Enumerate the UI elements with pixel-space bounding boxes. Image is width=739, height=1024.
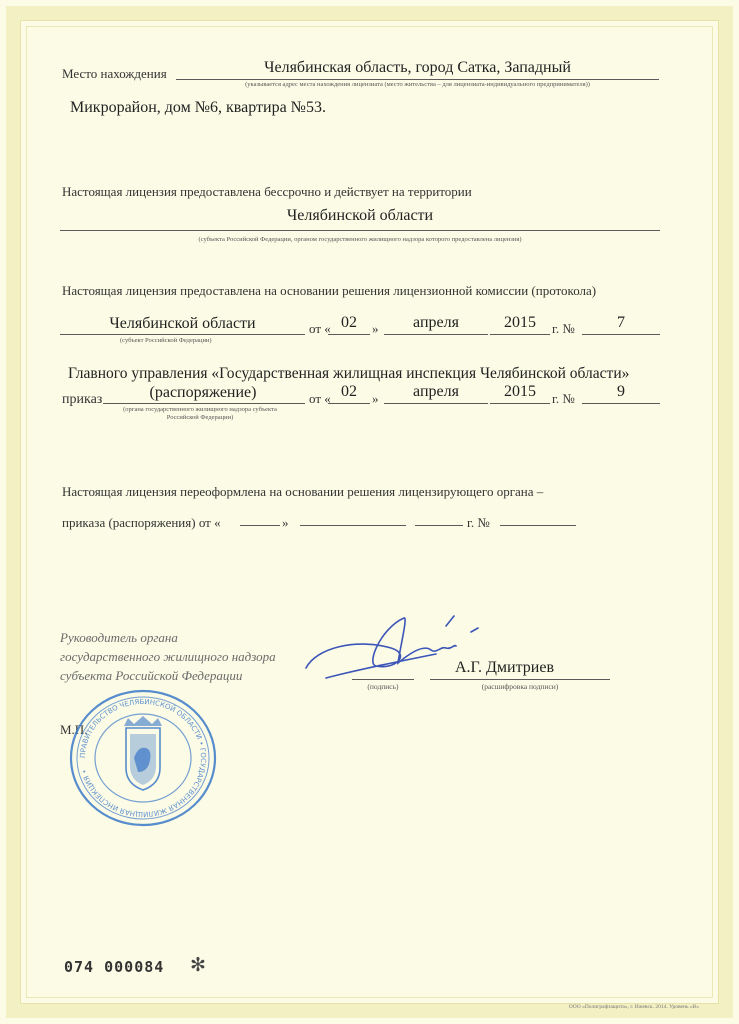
order-number: 9 xyxy=(617,383,625,400)
order-value-underline xyxy=(103,403,305,404)
signer-name: А.Г. Дмитриев xyxy=(455,659,555,676)
serial-number: 074 000084 xyxy=(64,958,165,976)
reissue-text: Настоящая лицензия переоформлена на основании решения лицензирующего органа – xyxy=(62,484,544,499)
order-day-underline xyxy=(328,403,370,404)
mp-label: М.П. xyxy=(60,722,88,737)
order-note-line2: Российской Федерации) xyxy=(166,414,234,421)
reissue-day-blank xyxy=(240,525,280,526)
head-title-line3: субъекта Российской Федерации xyxy=(60,668,243,683)
territory-underline xyxy=(60,230,660,231)
basis-subject-note: (субъект Российской Федерации) xyxy=(120,337,212,344)
basis-subject-underline xyxy=(60,334,305,335)
order-month: апреля xyxy=(413,383,459,400)
signature-note: (подпись) xyxy=(367,682,399,691)
page-border xyxy=(6,6,733,1018)
reissue-month-blank xyxy=(300,525,406,526)
reissue-quote-close: » xyxy=(282,515,289,530)
basis-month: апреля xyxy=(413,314,459,331)
location-underline xyxy=(176,79,659,80)
official-seal xyxy=(68,688,218,828)
order-quote-close: » xyxy=(372,391,379,406)
head-title-line1: Руководитель органа xyxy=(60,630,178,645)
reissue-order-label: приказа (распоряжения) от « xyxy=(62,515,221,530)
order-year-suffix: г. № xyxy=(552,391,575,406)
location-value-line2: Микрорайон, дом №6, квартира №53. xyxy=(70,99,326,116)
location-note: (указывается адрес места нахождения лицензиата (место жительства – для лицензиата-индивидуального предпринимателя)) xyxy=(245,81,590,88)
basis-number: 7 xyxy=(617,314,625,331)
basis-from-label: от « xyxy=(309,321,331,336)
page-inner-border xyxy=(26,26,713,998)
territory-text: Настоящая лицензия предоставлена бессрочно и действует на территории xyxy=(62,184,472,199)
basis-year-suffix: г. № xyxy=(552,321,575,336)
basis-number-underline xyxy=(582,334,660,335)
head-title-line2: государственного жилищного надзора xyxy=(60,649,276,664)
signer-name-note: (расшифровка подписи) xyxy=(481,682,559,691)
signature-underline xyxy=(352,679,414,680)
territory-note: (субъекта Российской Федерации, органом государственного жилищного надзора которого предоставлена лицензия) xyxy=(198,236,522,243)
order-value: (распоряжение) xyxy=(149,384,257,401)
basis-day: 02 xyxy=(341,314,357,331)
order-label: приказ xyxy=(62,392,103,407)
basis-year-underline xyxy=(490,334,550,335)
basis-year: 2015 xyxy=(504,314,536,331)
location-label: Место нахождения xyxy=(62,66,167,81)
location-value-line1: Челябинская область, город Сатка, Западный xyxy=(264,59,571,76)
serial-mark-icon: ✻ xyxy=(190,955,206,976)
seal-ring-text: ПРАВИТЕЛЬСТВО ЧЕЛЯБИНСКОЙ ОБЛАСТИ • ГОСУДАРСТВЕННАЯ ЖИЛИЩНАЯ ИНСПЕКЦИЯ • xyxy=(78,697,208,819)
basis-quote-close: » xyxy=(372,321,379,336)
reissue-number-blank xyxy=(500,525,576,526)
basis-subject: Челябинской области xyxy=(109,315,256,332)
order-note-line1: (органа государственного жилищного надзора субъекта xyxy=(123,406,277,413)
printer-footer: ООО «Полиграфзащита», г. Ижевск. 2014. Уровень «В» xyxy=(568,1004,699,1010)
signer-name-underline xyxy=(430,679,610,680)
order-year: 2015 xyxy=(504,383,536,400)
basis-day-underline xyxy=(328,334,370,335)
order-from-label: от « xyxy=(309,391,331,406)
basis-text: Настоящая лицензия предоставлена на основании решения лицензионной комиссии (протокола) xyxy=(62,283,597,298)
reissue-year-blank xyxy=(415,525,463,526)
order-day: 02 xyxy=(341,383,357,400)
reissue-year-suffix: г. № xyxy=(467,515,490,530)
order-number-underline xyxy=(582,403,660,404)
order-year-underline xyxy=(490,403,550,404)
order-month-underline xyxy=(384,403,488,404)
basis-month-underline xyxy=(384,334,488,335)
basis-authority: Главного управления «Государственная жилищная инспекция Челябинской области» xyxy=(68,365,630,382)
territory-value: Челябинской области xyxy=(286,207,434,224)
